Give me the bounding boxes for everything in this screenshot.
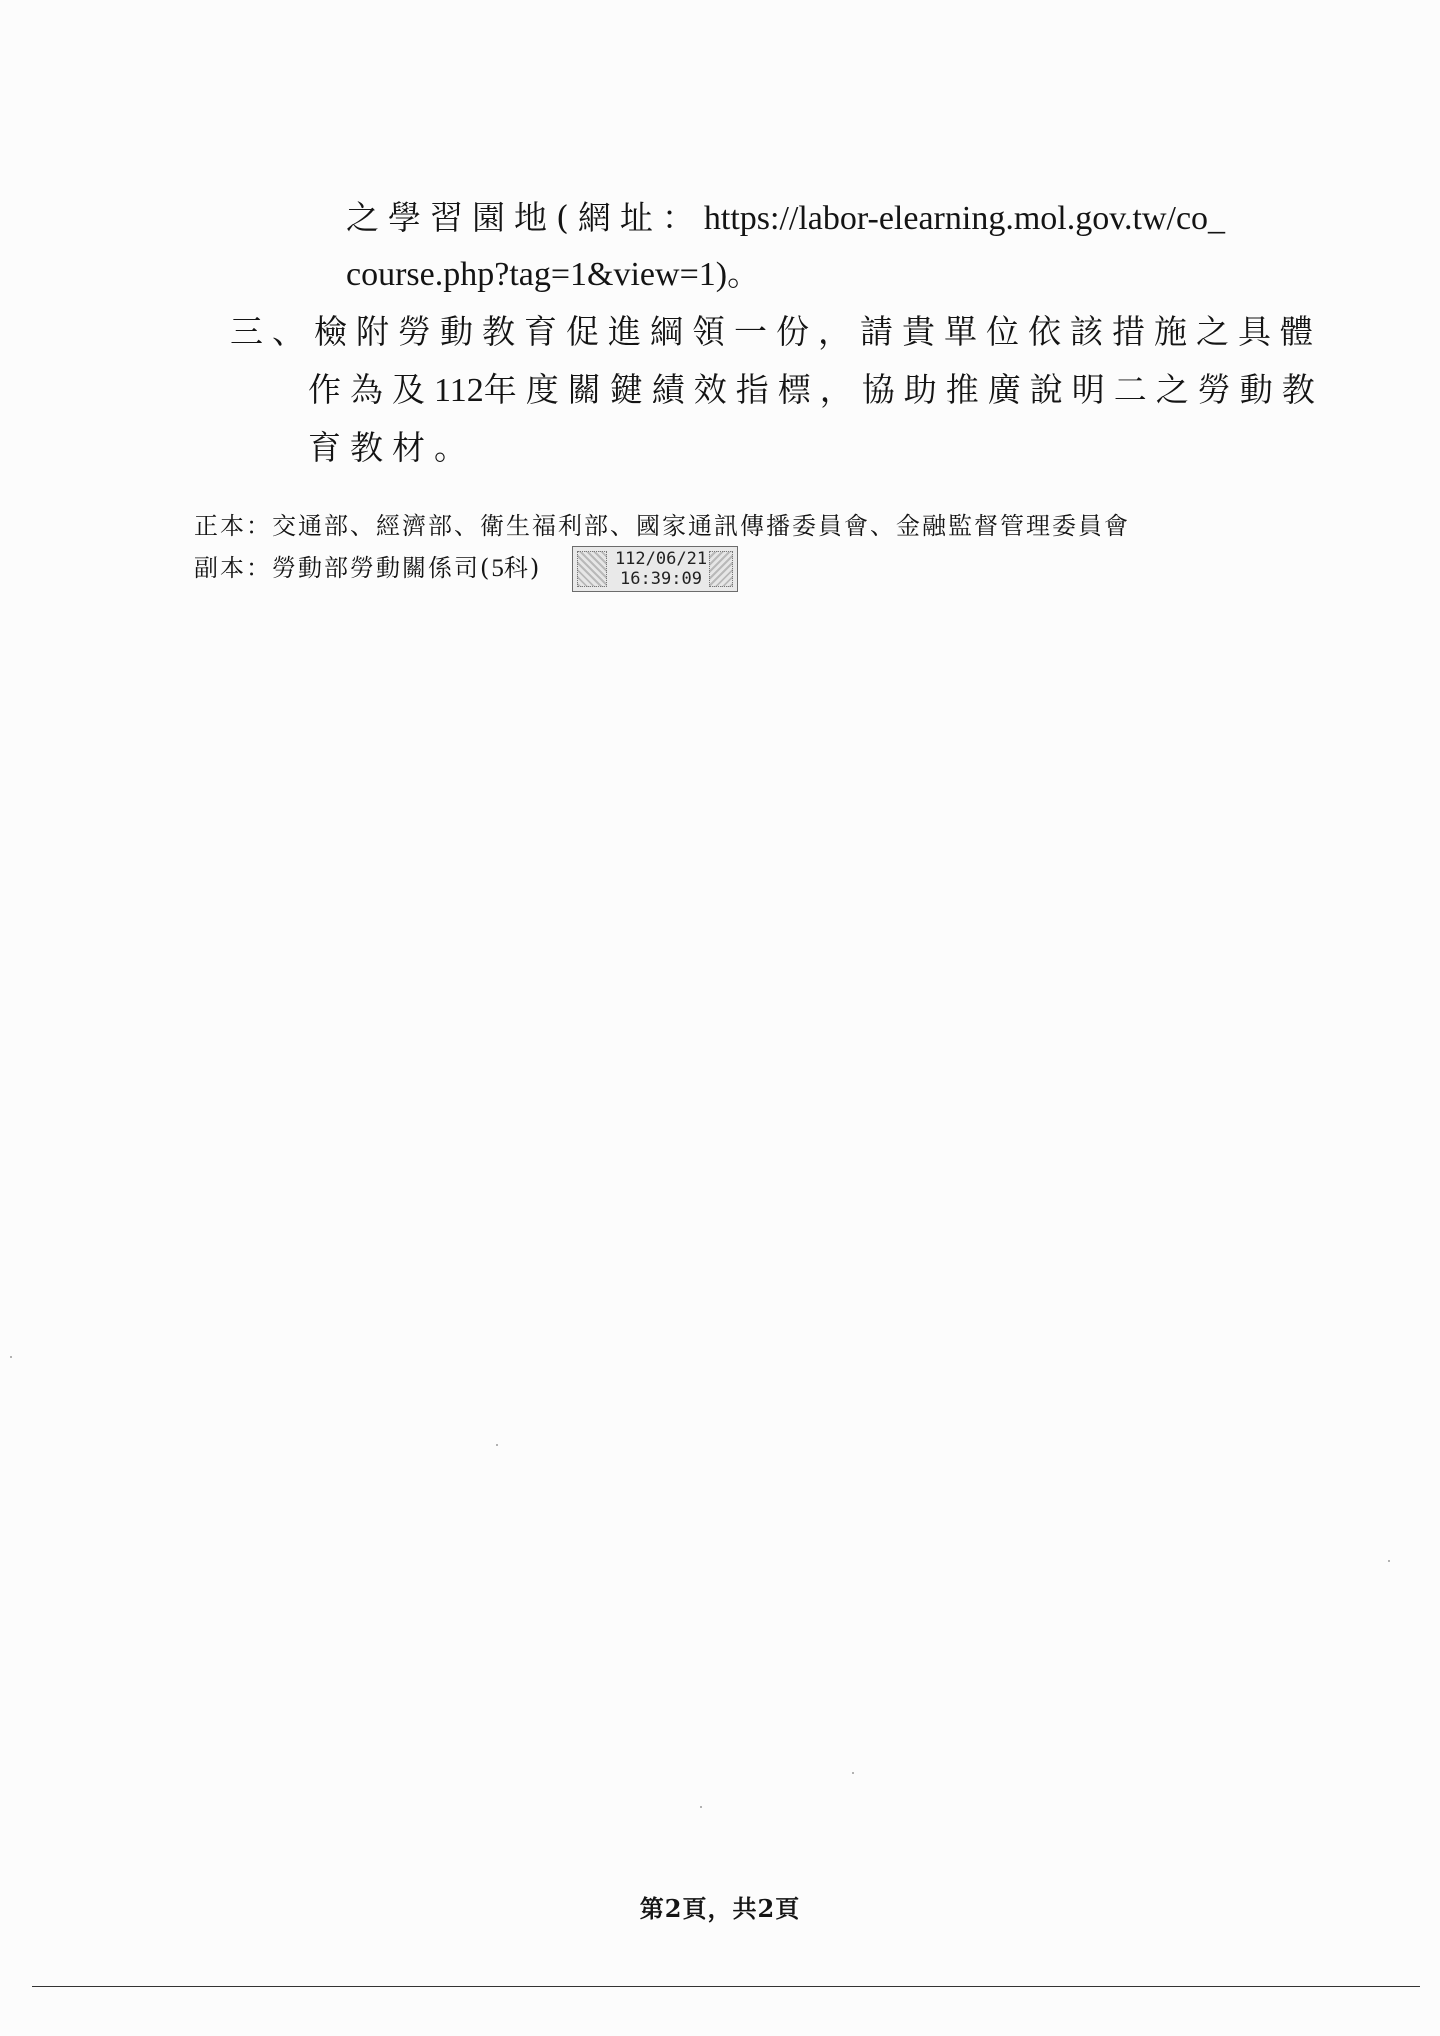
e-signature-stamp bbox=[572, 546, 738, 592]
body-line-4-year: 112 bbox=[434, 372, 484, 409]
body-line-4-prefix: 作為及 bbox=[308, 370, 434, 409]
main-recipients-text: 正本：交通部、經濟部、衛生福利部、國家通訊傳播委員會、金融監督管理委員會 bbox=[194, 512, 1130, 540]
main-recipients bbox=[194, 511, 1130, 541]
stamp-time: 16:39:09 bbox=[620, 569, 702, 589]
body-line-4-suffix: 年度關鍵績效指標，協助推廣說明二之勞動教 bbox=[483, 370, 1324, 409]
body-line-1-prefix: 之學習園地(網址： bbox=[346, 198, 704, 237]
stamp-seal-left-icon bbox=[577, 551, 607, 587]
body-line-2-url: course.php?tag=1&view=1) bbox=[346, 256, 728, 293]
copy-recipients-number: 5 bbox=[491, 555, 504, 582]
body-line-2-suffix: 。 bbox=[727, 254, 770, 293]
stamp-seal-right-icon bbox=[709, 551, 733, 587]
body-line-2 bbox=[346, 254, 769, 295]
scan-speck bbox=[496, 1444, 498, 1446]
body-line-3-text: 三、檢附勞動教育促進綱領一份，請貴單位依該措施之具體 bbox=[230, 312, 1322, 351]
scan-speck bbox=[700, 1806, 702, 1808]
stamp-date: 112/06/21 bbox=[614, 549, 708, 569]
body-line-1 bbox=[346, 198, 1225, 239]
body-line-5 bbox=[308, 428, 476, 468]
body-line-3 bbox=[230, 312, 1322, 352]
copy-recipients bbox=[194, 553, 541, 584]
copy-recipients-prefix: 副本：勞動部勞動關係司( bbox=[194, 554, 492, 582]
page-number: 第2頁，共2頁 bbox=[639, 1894, 801, 1923]
copy-recipients-suffix: 科) bbox=[503, 554, 542, 582]
body-line-5-text: 育教材。 bbox=[308, 428, 476, 467]
body-line-1-url: https://labor-elearning.mol.gov.tw/co_ bbox=[703, 200, 1226, 237]
body-line-4 bbox=[308, 370, 1324, 411]
scan-speck bbox=[852, 1772, 854, 1774]
scan-speck bbox=[1388, 1560, 1390, 1562]
stamp-timestamp bbox=[613, 549, 709, 589]
scan-speck bbox=[10, 1356, 12, 1358]
footer-divider bbox=[32, 1986, 1420, 1987]
